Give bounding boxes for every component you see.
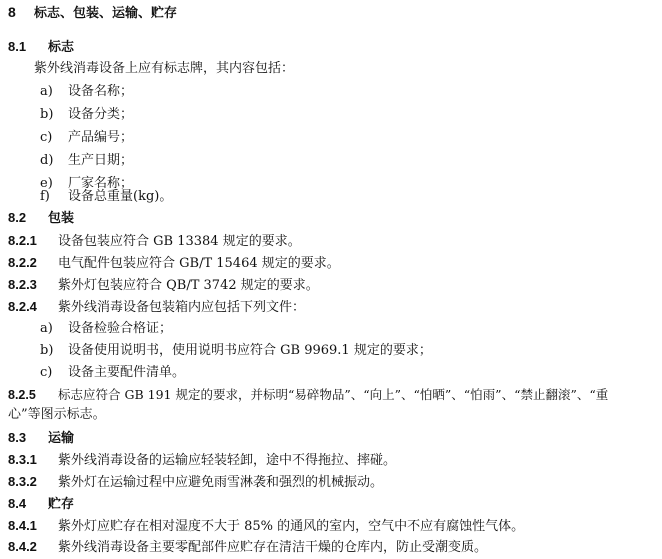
clause-8-2-5 (8, 386, 608, 404)
clause-text: 紫外线消毒设备主要零配部件应贮存在清洁干燥的仓库内，防止受潮变质。 (58, 540, 488, 555)
clause-number: 8.2.4 (8, 299, 37, 314)
clause-number: 8.4.2 (8, 539, 37, 554)
list-item (40, 83, 133, 101)
clause-number: 8.2.1 (8, 233, 37, 248)
clause-number: 8.3.1 (8, 452, 37, 467)
clause-number: 8.3.2 (8, 474, 37, 489)
list-item-label: b) (40, 107, 54, 122)
clause-title: 运输 (48, 431, 75, 446)
list-item-text: 生产日期； (68, 153, 134, 168)
list-item (40, 364, 185, 382)
clause-text: 标志应符合 GB 191 规定的要求，并标明“易碎物品”、“向上”、“怕晒”、“怕雨”、“禁止翻滚”、“重 (58, 387, 609, 402)
clause-8-3-heading (8, 429, 74, 448)
clause-text: 紫外线消毒设备包装箱内应包括下列文件： (58, 300, 306, 315)
list-item-label: d) (40, 153, 54, 168)
list-item (40, 320, 172, 338)
clause-8-4-1 (8, 517, 524, 536)
list-item-label: c) (40, 365, 53, 380)
clause-title: 贮存 (48, 497, 75, 512)
list-item (40, 129, 133, 147)
clause-text: 紫外线消毒设备的运输应轻装轻卸，途中不得拖拉、摔碰。 (58, 453, 397, 468)
clause-number: 8.2 (8, 210, 27, 225)
clause-8-2-1 (8, 232, 301, 251)
clause-8-2-3 (8, 276, 319, 295)
clause-text: 电气配件包装应符合 GB/T 15464 规定的要求。 (58, 256, 340, 271)
clause-number: 8.2.3 (8, 277, 37, 292)
section-8-heading (8, 3, 177, 23)
clause-8-4-2 (8, 538, 487, 557)
list-item-label: c) (40, 130, 53, 145)
clause-8-3-2 (8, 473, 383, 492)
list-item-text: 设备总重量(kg)。 (68, 189, 173, 204)
clause-8-2-heading (8, 209, 74, 228)
clause-number: 8.2.2 (8, 255, 37, 270)
clause-8-2-2 (8, 254, 340, 273)
list-item-label: e) (40, 176, 53, 191)
section-title: 标志、包装、运输、贮存 (34, 6, 178, 21)
clause-number: 8.4.1 (8, 518, 37, 533)
list-item-text: 设备名称； (68, 84, 134, 99)
clause-8-4-heading (8, 495, 74, 514)
clause-8-1-heading (8, 38, 74, 57)
clause-number: 8.4 (8, 496, 27, 511)
list-item-text: 设备主要配件清单。 (68, 365, 186, 380)
list-item-label: a) (40, 321, 53, 336)
clause-title: 标志 (48, 40, 75, 55)
list-item (40, 152, 133, 170)
list-item-text: 设备检验合格证； (68, 321, 173, 336)
clause-title: 包装 (48, 211, 75, 226)
clause-number: 8.2.5 (8, 388, 36, 402)
clause-8-2-5-continued: 心”等图示标志。 (8, 407, 106, 422)
clause-8-2-4 (8, 298, 305, 317)
list-item (40, 106, 133, 124)
list-item-text: 设备分类； (68, 107, 134, 122)
list-item (40, 342, 432, 360)
clause-number: 8.1 (8, 39, 27, 54)
list-item-label: b) (40, 343, 54, 358)
list-item-label: f) (40, 189, 50, 204)
clause-8-3-1 (8, 451, 396, 470)
clause-text: 紫外灯应贮存在相对湿度不大于 85% 的通风的室内，空气中不应有腐蚀性气体。 (58, 519, 525, 534)
clause-text: 设备包装应符合 GB 13384 规定的要求。 (58, 234, 301, 249)
clause-text: 紫外灯在运输过程中应避免雨雪淋袭和强烈的机械振动。 (58, 475, 384, 490)
list-item-text: 产品编号； (68, 130, 134, 145)
list-item-label: a) (40, 84, 53, 99)
list-item-text: 设备使用说明书，使用说明书应符合 GB 9969.1 规定的要求； (68, 343, 432, 358)
clause-number: 8.3 (8, 430, 27, 445)
list-item (40, 188, 172, 206)
clause-text: 紫外灯包装应符合 QB/T 3742 规定的要求。 (58, 278, 319, 293)
section-number: 8 (8, 4, 16, 20)
clause-8-1-intro: 紫外线消毒设备上应有标志牌，其内容包括： (34, 61, 295, 76)
list-item-text: 厂家名称； (68, 176, 134, 191)
